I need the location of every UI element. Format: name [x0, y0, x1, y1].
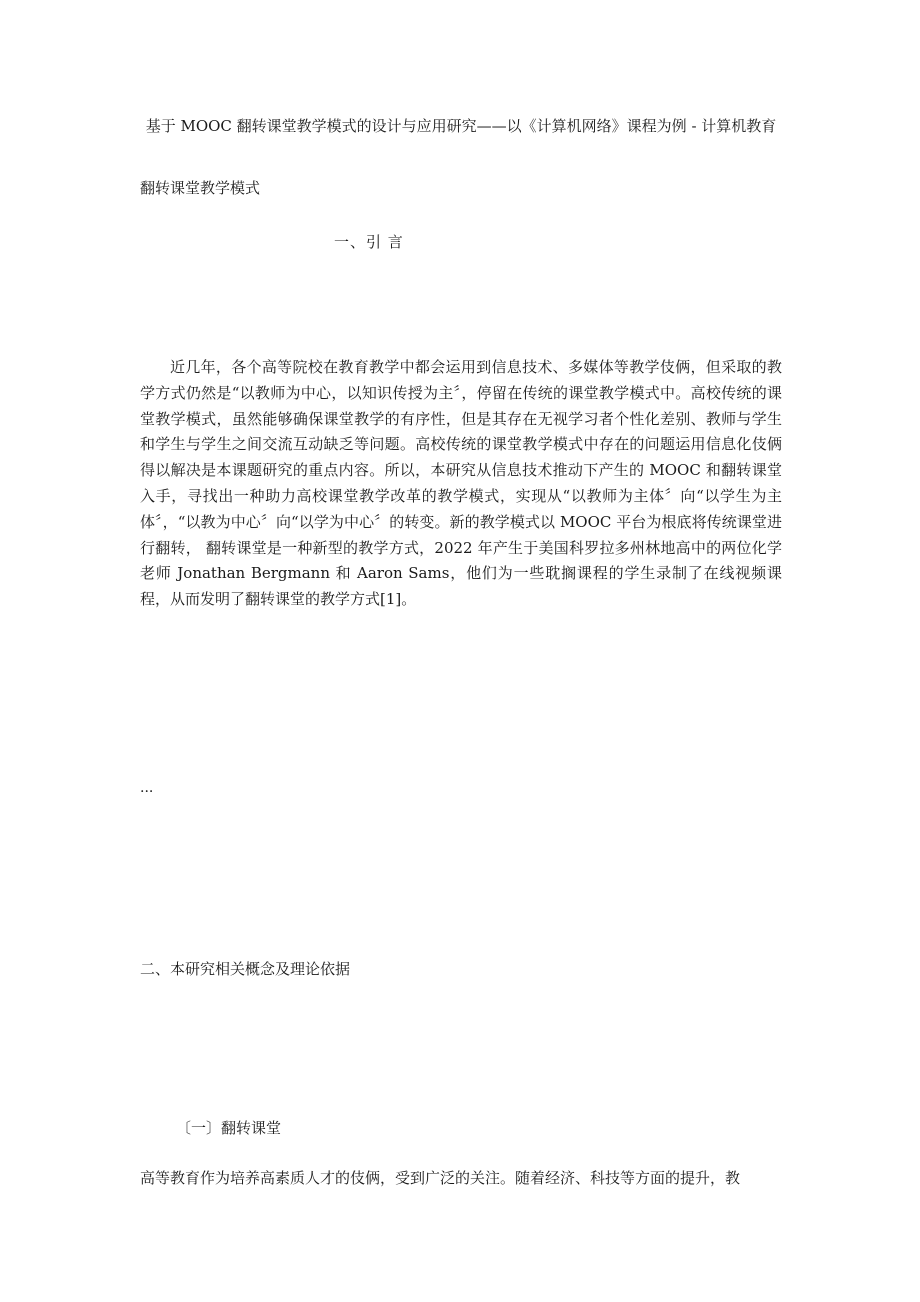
- document-title: 基于 MOOC 翻转课堂教学模式的设计与应用研究——以《计算机网络》课程为例 - 计算机教育: [145, 117, 777, 135]
- flipped-classroom-paragraph: 高等教育作为培养高素质人才的伎俩，受到广泛的关注。随着经济、科技等方面的提升，教: [140, 1169, 741, 1187]
- subsection-heading-flipped-classroom: 〔一〕翻转课堂: [176, 1119, 282, 1137]
- section-heading-introduction: 一、引 言: [334, 233, 404, 251]
- keyword-line: 翻转课堂教学模式: [140, 179, 261, 197]
- section-heading-concepts: 二、本研究相关概念及理论依据: [140, 960, 351, 978]
- omission-ellipsis: ...: [140, 780, 154, 796]
- introduction-paragraph: 近几年，各个高等院校在教育教学中都会运用到信息技术、多媒体等教学伎俩，但采取的教学方式仍然是“以教师为中心，以知识传授为主〞，停留在传统的课堂教学模式中。高校传统的课堂教学模式，虽然能够确保课堂教学的有序性，但是其存在无视学习者个性化差别、教师与学生和学生与学生之间交流互动缺乏等问题。高校传统的课堂教学模式中存在的问题运用信息化伎俩得以解决是本课题研究的重点内容。所以，本研究从信息技术推动下产生的 MOOC 和翻转课堂入手，寻找出一种助力高校课堂教学改革的教学模式，实现从“以教师为主体〞向“以学生为主体〞，“以教为中心〞向“以学为中心〞的转变。新的教学模式以 MOOC 平台为根底将传统课堂进行翻转， 翻转课堂是一种新型的教学方式，2022 年产生于美国科罗拉多州林地高中的两位化学老师 Jonathan Bergmann 和 Aaron Sams，他们为一些耽搁课程的学生录制了在线视频课程，从而发明了翻转课堂的教学方式[1]。: [140, 358, 782, 609]
